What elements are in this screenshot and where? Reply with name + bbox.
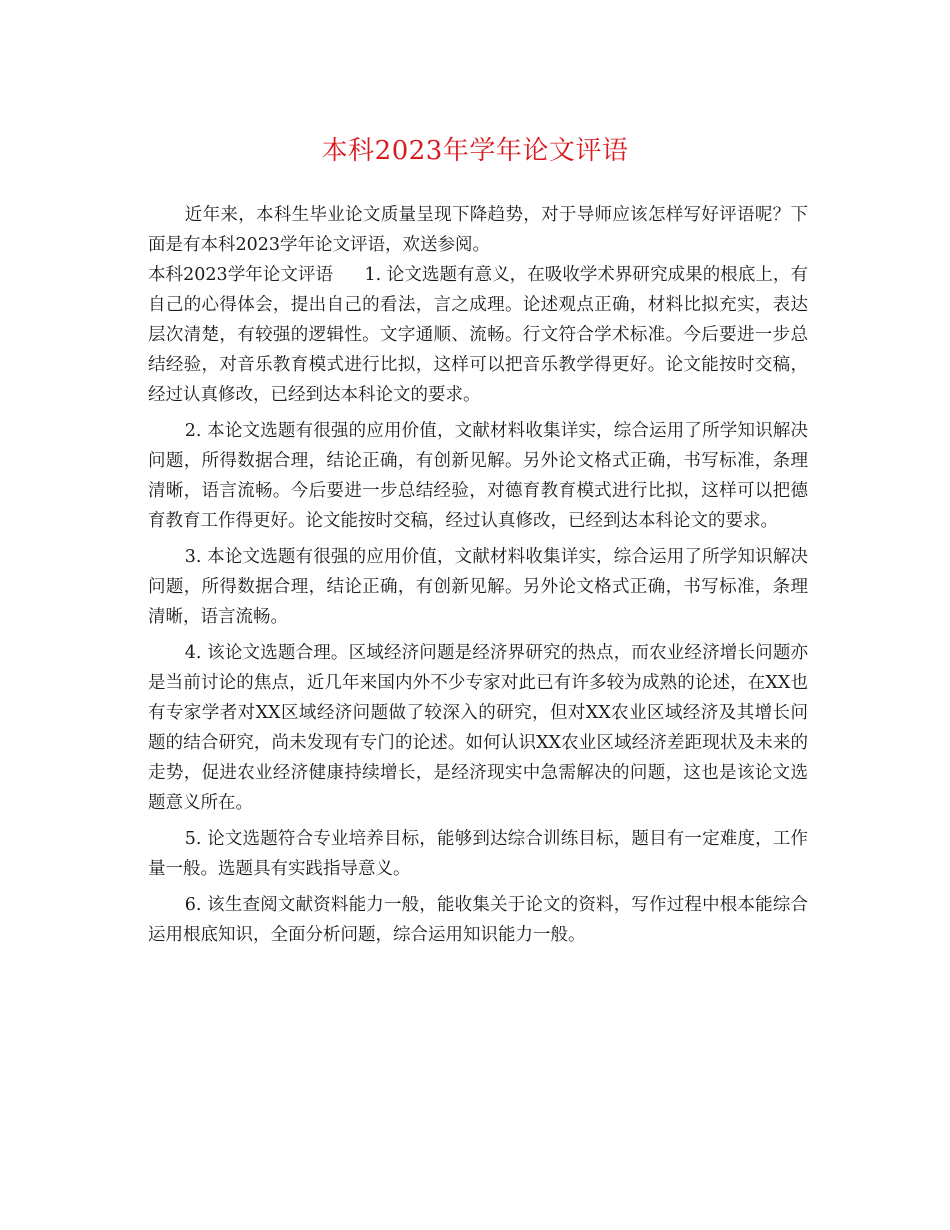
item-2-paragraph: 2. 本论文选题有很强的应用价值，文献材料收集详实，综合运用了所学知识解决问题，所得数据合理，结论正确，有创新见解。另外论文格式正确，书写标准，条理清晰，语言流畅。今后要进一步总结经验，对德育教育模式进行比拟，这样可以把德育教育工作得更好。论文能按时交稿，经过认真修改，已经到达本科论文的要求。 <box>148 421 808 531</box>
item-3-paragraph: 3. 本论文选题有很强的应用价值，文献材料收集详实，综合运用了所学知识解决问题，所得数据合理，结论正确，有创新见解。另外论文格式正确，书写标准，条理清晰，语言流畅。 <box>148 547 808 627</box>
item-5-paragraph: 5. 论文选题符合专业培养目标，能够到达综合训练目标，题目有一定难度，工作量一般。选题具有实践指导意义。 <box>148 829 808 879</box>
item-6-paragraph: 6. 该生查阅文献资料能力一般，能收集关于论文的资料，写作过程中根本能综合运用根底知识，全面分析问题，综合运用知识能力一般。 <box>148 895 808 945</box>
document-title: 本科2023年学年论文评语 <box>321 136 629 166</box>
intro-paragraph: 近年来，本科生毕业论文质量呈现下降趋势，对于导师应该怎样写好评语呢？下面是有本科2023学年论文评语，欢送参阅。 <box>148 205 808 255</box>
item-4-paragraph: 4. 该论文选题合理。区域经济问题是经济界研究的热点，而农业经济增长问题亦是当前讨论的焦点，近几年来国内外不少专家对此已有许多较为成熟的论述，在XX也有专家学者对XX区域经济问题做了较深入的研究，但对XX农业区域经济及其增长问题的结合研究，尚未发现有专门的论述。如何认识XX农业区域经济差距现状及未来的走势，促进农业经济健康持续增长，是经济现实中急需解决的问题，这也是该论文选题意义所在。 <box>148 643 808 813</box>
item-1-text: 1. 论文选题有意义，在吸收学术界研究成果的根底上，有自己的心得体会，提出自己的看法，言之成理。论述观点正确，材料比拟充实，表达层次清楚，有较强的逻辑性。文字通顺、流畅。行文符合学术标准。今后要进一步总结经验，对音乐教育模式进行比拟，这样可以把音乐教学得更好。论文能按时交稿，经过认真修改，已经到达本科论文的要求。 <box>148 265 808 405</box>
item-1-paragraph <box>148 260 808 410</box>
document-body <box>148 200 808 950</box>
section-heading: 本科2023学年论文评语 <box>148 265 333 285</box>
